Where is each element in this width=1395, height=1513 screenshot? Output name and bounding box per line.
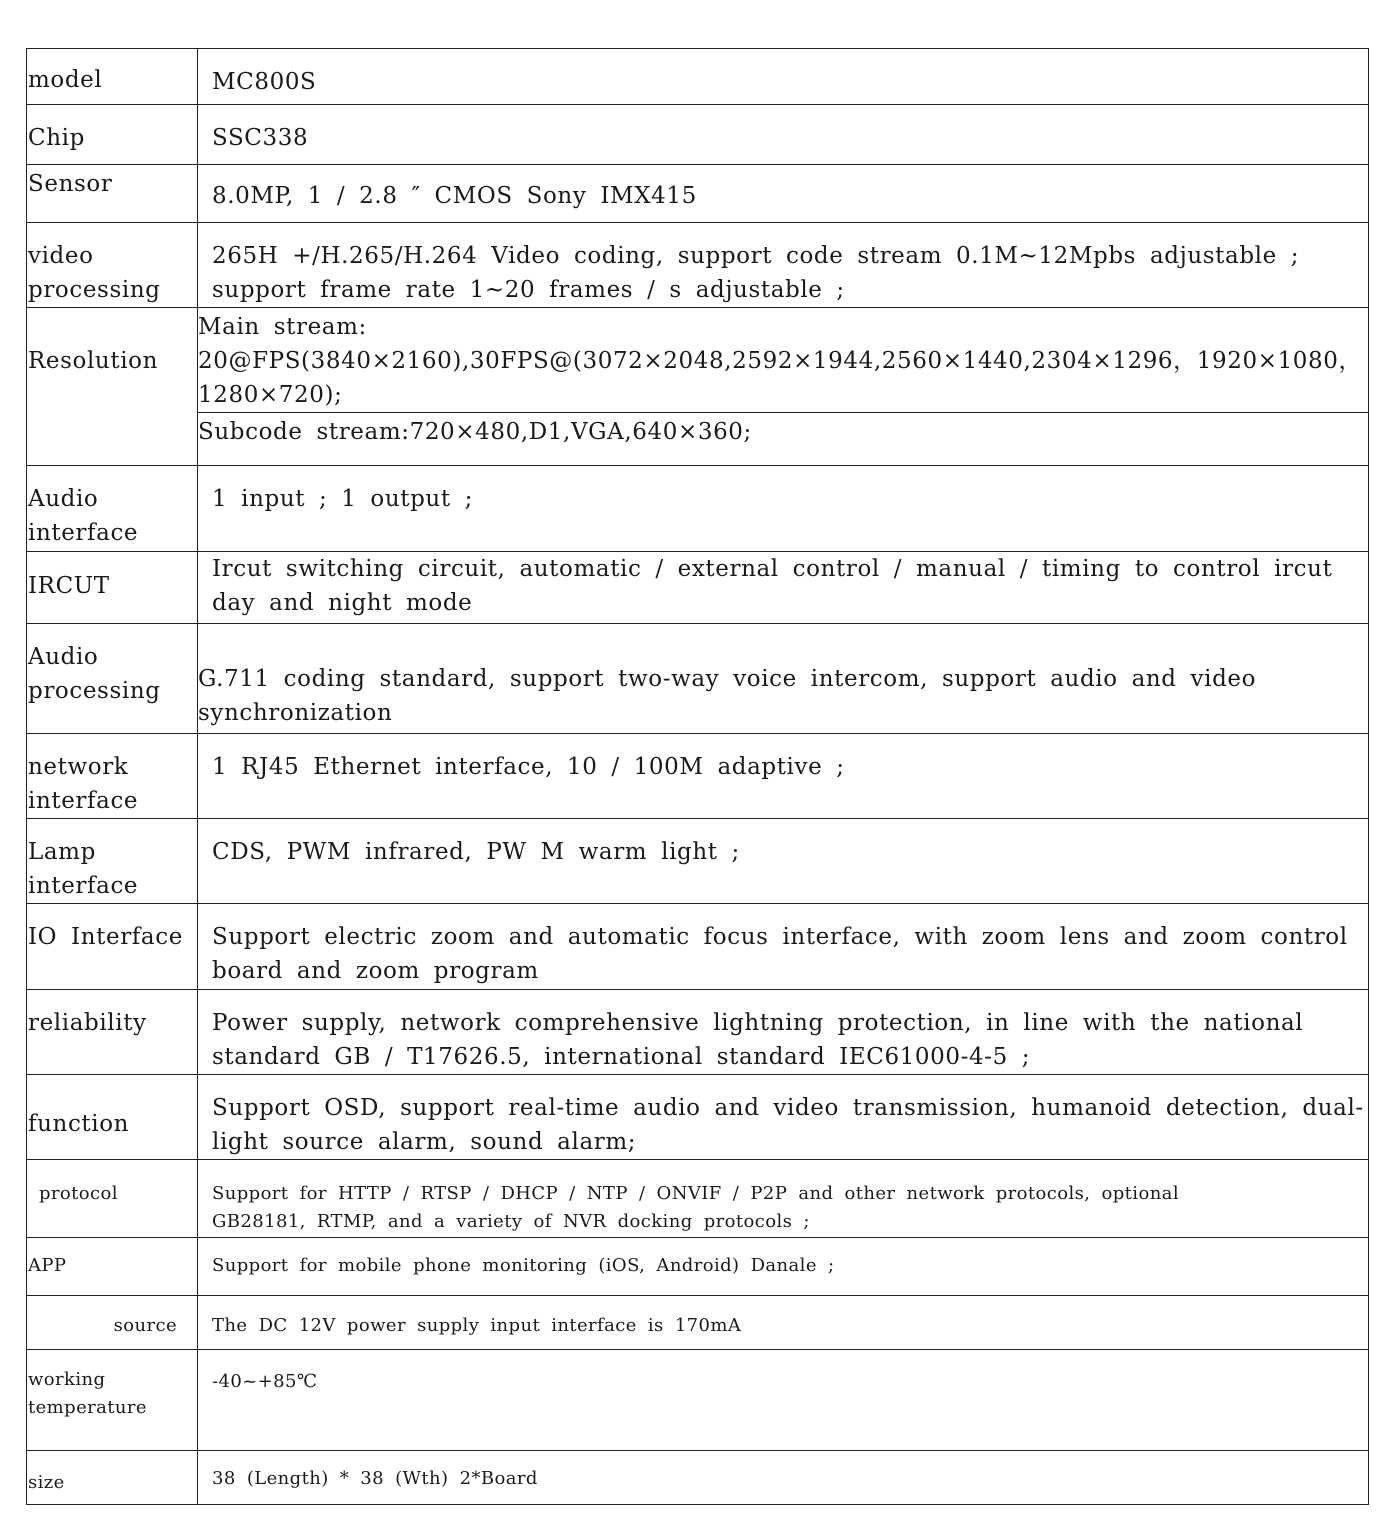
table-row bbox=[27, 1238, 1369, 1296]
row-value: CDS, PWM infrared, PW M warm light ; bbox=[212, 839, 740, 865]
table-row bbox=[27, 819, 1369, 904]
row-value: Support for HTTP / RTSP / DHCP / NTP / ONVIF / P2P and other network protocols, optional GB28181, RTMP, and a variety of NVR docking protocols ; bbox=[212, 1183, 1179, 1232]
table-row bbox=[27, 105, 1369, 165]
row-value: Power supply, network comprehensive lightning protection, in line with the national standard GB / T17626.5, international standard IEC61000-4-5 ; bbox=[212, 1010, 1304, 1070]
row-value: -40~+85℃ bbox=[212, 1371, 318, 1392]
row-label: Audio interface bbox=[28, 486, 139, 546]
spec-table bbox=[26, 48, 1369, 1505]
row-value: 38 (Length) * 38 (Wth) 2*Board bbox=[212, 1468, 538, 1489]
table-row bbox=[27, 223, 1369, 308]
row-label: Sensor bbox=[28, 171, 113, 197]
row-value: The DC 12V power supply input interface is 170mA bbox=[212, 1315, 742, 1336]
table-row bbox=[27, 552, 1369, 624]
table-row bbox=[27, 413, 1369, 466]
row-label: reliability bbox=[28, 1010, 147, 1036]
row-label: function bbox=[28, 1111, 130, 1137]
row-label: Resolution bbox=[28, 348, 159, 374]
row-label: video processing bbox=[28, 243, 161, 303]
row-label: size bbox=[28, 1472, 65, 1493]
row-value: Ircut switching circuit, automatic / external control / manual / timing to control ircut day and night mode bbox=[212, 556, 1333, 616]
table-row bbox=[27, 1296, 1369, 1350]
row-label: IRCUT bbox=[28, 573, 110, 599]
table-row bbox=[27, 165, 1369, 223]
row-value: Support electric zoom and automatic focus interface, with zoom lens and zoom control board and zoom program bbox=[212, 924, 1348, 984]
row-value: G.711 coding standard, support two-way voice intercom, support audio and video synchronization bbox=[198, 666, 1257, 726]
row-value: Support for mobile phone monitoring (iOS, Android) Danale ; bbox=[212, 1255, 835, 1276]
row-label: APP bbox=[28, 1255, 67, 1276]
table-row bbox=[27, 1075, 1369, 1160]
row-value: 1 input ; 1 output ; bbox=[212, 486, 473, 512]
row-label: working temperature bbox=[28, 1369, 147, 1418]
resolution-sub-stream: Subcode stream:720×480,D1,VGA,640×360; bbox=[198, 419, 752, 445]
table-row bbox=[27, 466, 1369, 552]
spec-sheet bbox=[26, 48, 1369, 1505]
table-row bbox=[27, 990, 1369, 1075]
table-row bbox=[27, 1160, 1369, 1238]
table-row bbox=[27, 1451, 1369, 1505]
row-value: 265H +/H.265/H.264 Video coding, support code stream 0.1M~12Mpbs adjustable ; support frame rate 1~20 frames / s adjustable ; bbox=[212, 243, 1300, 303]
table-row bbox=[27, 904, 1369, 990]
row-label: Chip bbox=[28, 125, 85, 151]
row-value: MC800S bbox=[212, 69, 317, 95]
row-label: model bbox=[28, 67, 103, 93]
row-value: 8.0MP, 1 / 2.8 ″ CMOS Sony IMX415 bbox=[212, 183, 697, 209]
table-row bbox=[27, 308, 1369, 413]
table-row bbox=[27, 624, 1369, 734]
table-row bbox=[27, 49, 1369, 105]
table-row bbox=[27, 1350, 1369, 1451]
row-value: SSC338 bbox=[212, 125, 309, 151]
row-label: source bbox=[113, 1315, 177, 1336]
row-label: protocol bbox=[39, 1183, 118, 1204]
row-label: network interface bbox=[28, 754, 139, 814]
resolution-main-stream: Main stream: 20@FPS(3840×2160),30FPS@(3072×2048,2592×1944,2560×1440,2304×1296，1920×1080，1280×720); bbox=[198, 314, 1363, 408]
table-row bbox=[27, 734, 1369, 819]
row-label: IO Interface bbox=[28, 924, 183, 950]
row-label: Audio processing bbox=[28, 644, 161, 704]
row-value: Support OSD, support real-time audio and video transmission, humanoid detection, dual-light source alarm, sound alarm; bbox=[212, 1095, 1364, 1155]
row-label: Lamp interface bbox=[28, 839, 139, 899]
row-value: 1 RJ45 Ethernet interface, 10 / 100M adaptive ; bbox=[212, 754, 845, 780]
